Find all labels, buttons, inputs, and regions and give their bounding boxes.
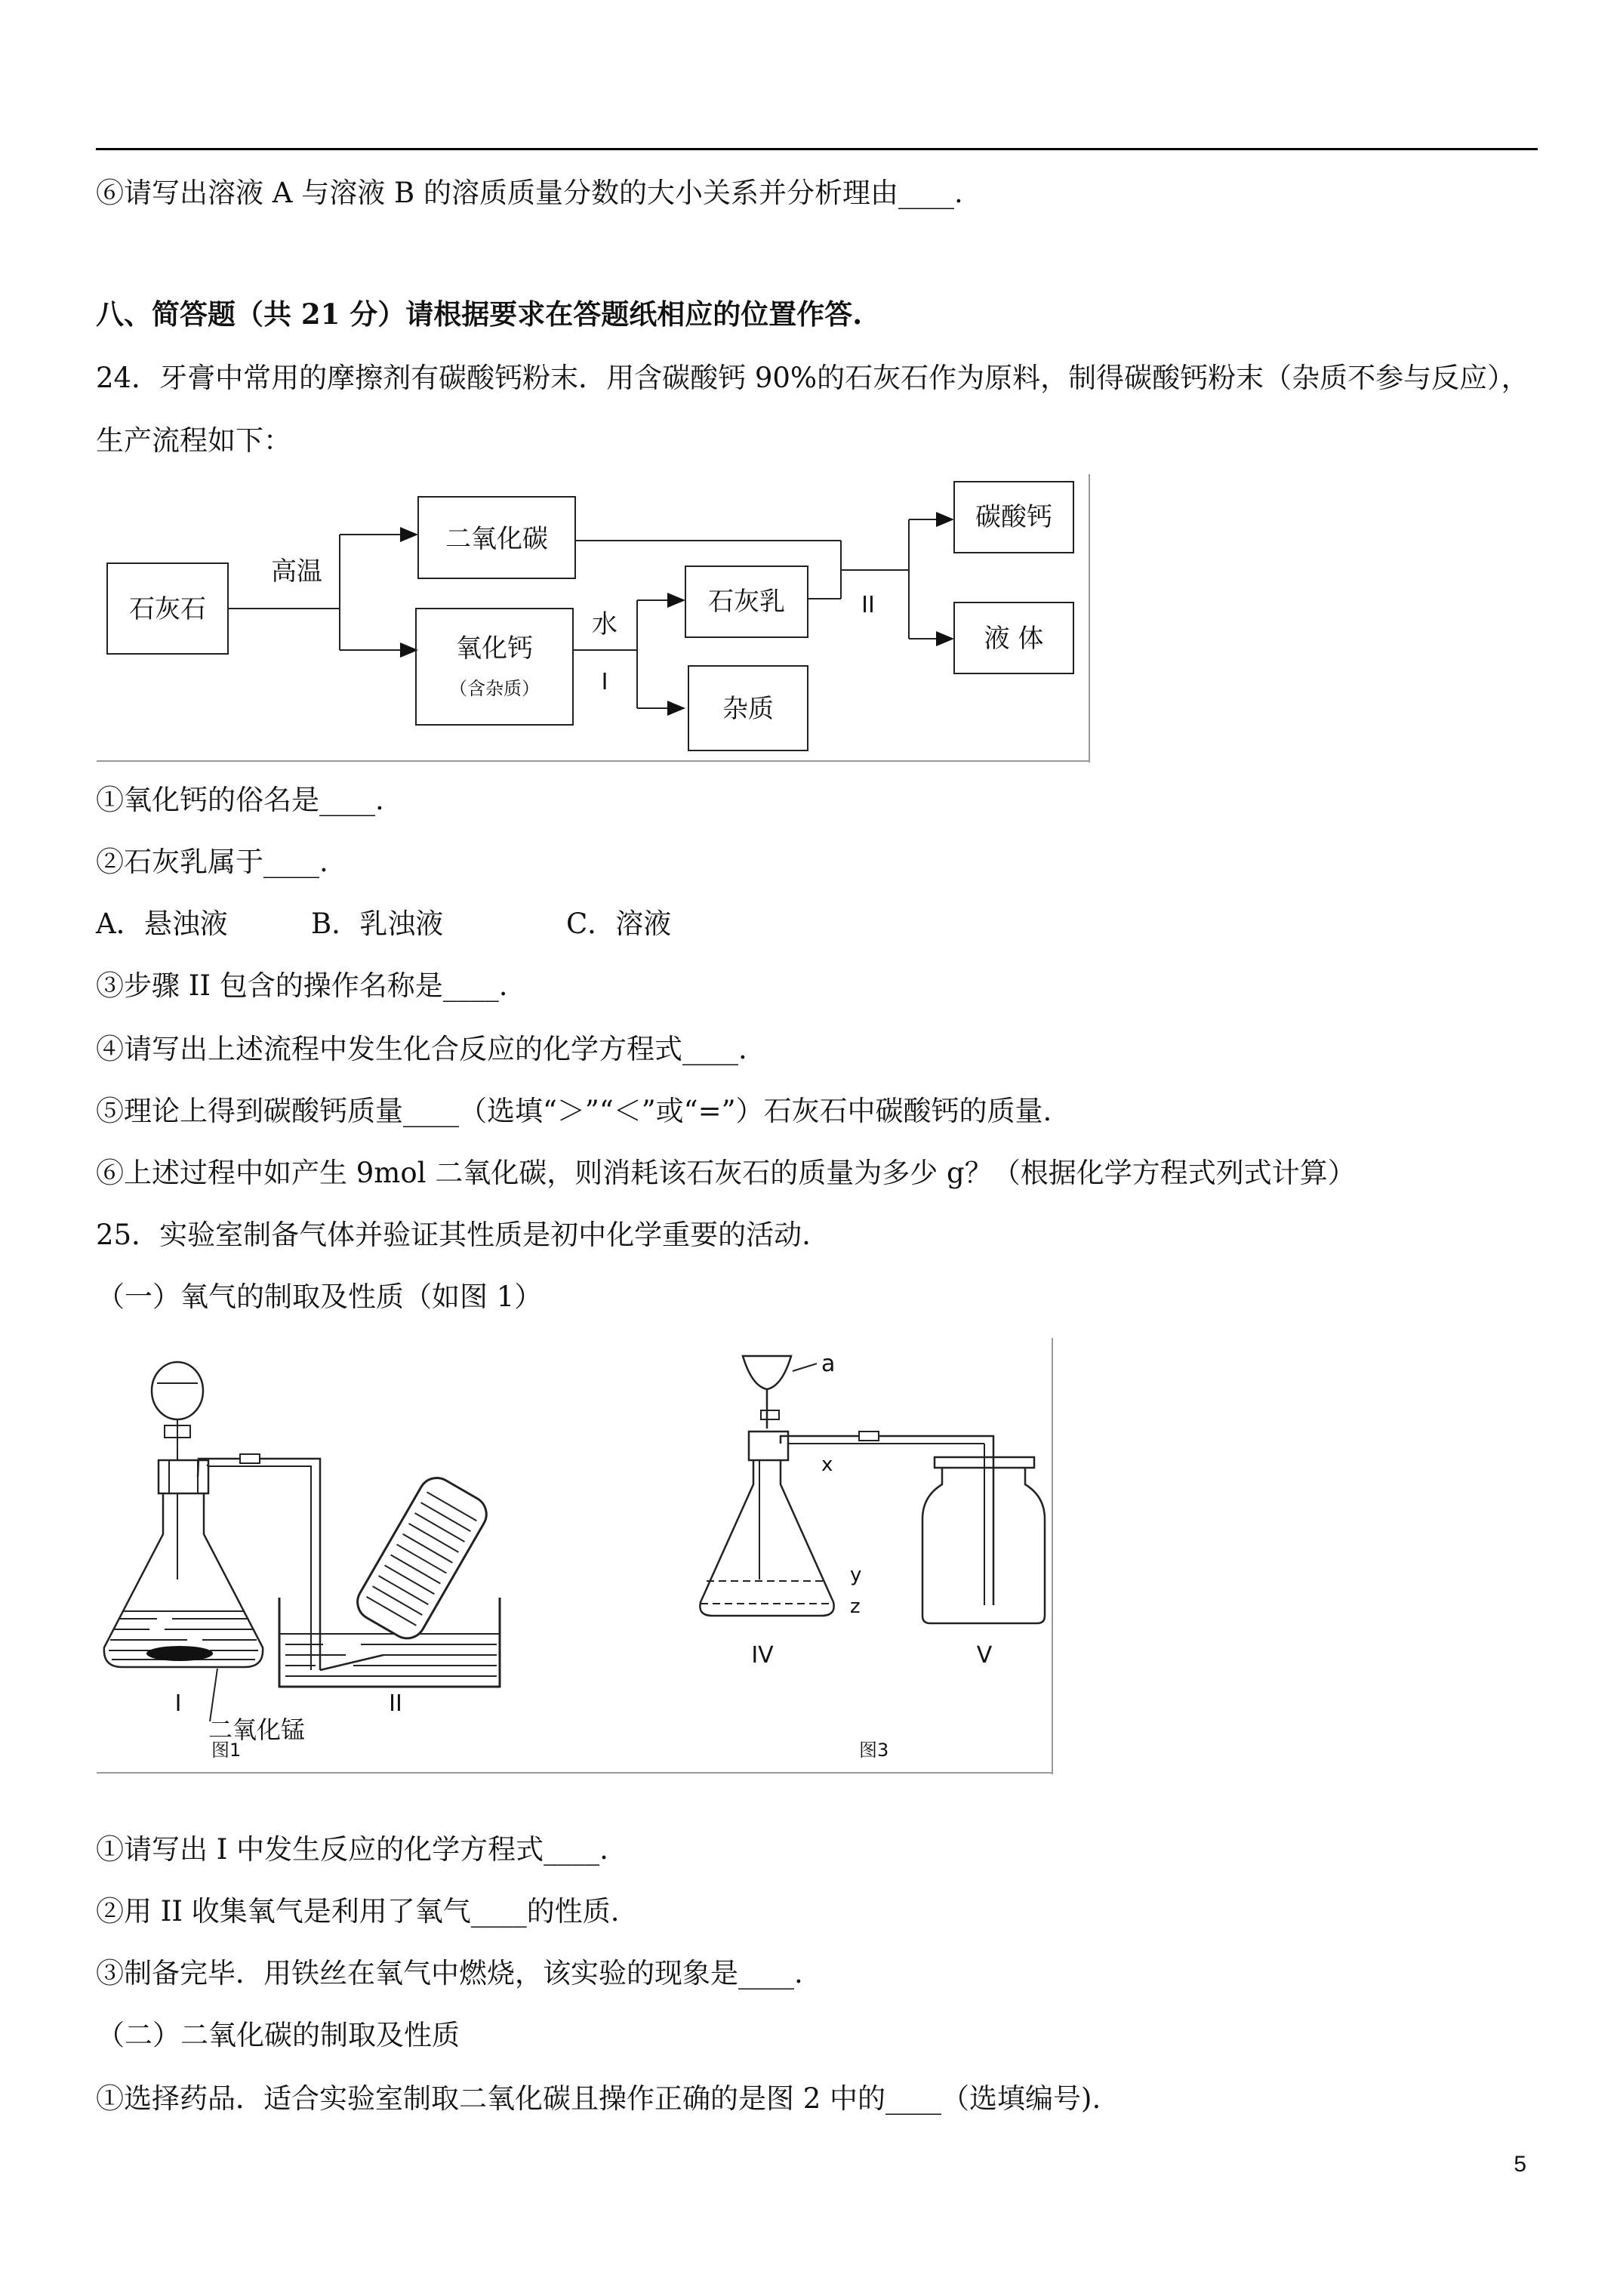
q24-item3: ③步骤 II 包含的操作名称是____. <box>96 969 508 1002</box>
q25-item3: ③制备完毕．用铁丝在氧气中燃烧，该实验的现象是____. <box>96 1957 803 1989</box>
fig1-caption: 图1 <box>211 1740 242 1761</box>
q25-part1-heading: （一）氧气的制取及性质（如图 1） <box>97 1281 543 1313</box>
label-IV: IV <box>751 1642 774 1669</box>
label-V: V <box>976 1642 993 1669</box>
water-label: 水 <box>592 609 617 639</box>
q25-item2: ②用 II 收集氧气是利用了氧气____的性质. <box>96 1895 620 1928</box>
label-II: II <box>389 1690 402 1717</box>
q24-option-a: A．悬浊液 <box>96 908 228 940</box>
mno2-label: 二氧化锰 <box>208 1715 306 1744</box>
lime-milk-label: 石灰乳 <box>708 587 785 617</box>
flask-I <box>104 1362 320 1670</box>
q25-part2-heading: （二）二氧化碳的制取及性质 <box>97 2019 460 2051</box>
q24-intro-line1: 24．牙膏中常用的摩擦剂有碳酸钙粉末．用含碳酸钙 90%的石灰石作为原料，制得碳酸钙粉末（杂质不参与反应）， <box>96 362 1529 394</box>
q24-item2: ②石灰乳属于____. <box>96 846 328 878</box>
liquid-label: 液 体 <box>984 624 1044 654</box>
label-y: y <box>850 1564 862 1586</box>
q24-item5: ⑤理论上得到碳酸钙质量____（选填“＞”“＜”或“=”）石灰石中碳酸钙的质量. <box>96 1095 1052 1127</box>
q23-item6: ⑥请写出溶液 A 与溶液 B 的溶质质量分数的大小关系并分析理由____. <box>96 177 963 209</box>
q25-intro: 25．实验室制备气体并验证其性质是初中化学重要的活动. <box>96 1219 811 1251</box>
step2-label: II <box>861 592 875 618</box>
label-z: z <box>850 1595 861 1618</box>
label-I: I <box>174 1690 182 1717</box>
step1-label: I <box>601 669 608 695</box>
cao-note: （含杂质） <box>449 678 540 699</box>
high-temp-label: 高温 <box>271 556 322 587</box>
trough-II <box>279 1472 500 1687</box>
q25-item1: ①请写出 I 中发生反应的化学方程式____. <box>96 1833 608 1866</box>
page-number: 5 <box>1514 2152 1526 2177</box>
top-rule <box>96 148 1538 150</box>
q24-item6: ⑥上述过程中如产生 9mol 二氧化碳，则消耗该石灰石的质量为多少 g？（根据化学方程式列式计算） <box>96 1157 1356 1189</box>
label-x: x <box>821 1453 833 1476</box>
flask-IV <box>700 1356 993 1616</box>
caco3-label: 碳酸钙 <box>975 502 1052 532</box>
production-flow-chart <box>97 474 1093 766</box>
limestone-label: 石灰石 <box>129 594 206 624</box>
cao-box <box>416 609 573 725</box>
impurity-label: 杂质 <box>722 694 774 724</box>
co2-label: 二氧化碳 <box>445 524 548 554</box>
q24-option-c: C．溶液 <box>566 908 672 940</box>
section8-heading: 八、简答题（共 21 分）请根据要求在答题纸相应的位置作答. <box>96 297 863 331</box>
q24-option-b: B．乳浊液 <box>311 908 444 940</box>
label-a: a <box>821 1351 836 1377</box>
fig3-caption: 图3 <box>859 1740 889 1761</box>
q24-item1: ①氧化钙的俗名是____. <box>96 784 384 816</box>
q24-item4: ④请写出上述流程中发生化合反应的化学方程式____. <box>96 1033 747 1065</box>
q24-intro-line2: 生产流程如下： <box>96 424 291 457</box>
apparatus-figure <box>97 1338 1055 1779</box>
q25-item4: ①选择药品．适合实验室制取二氧化碳且操作正确的是图 2 中的____（选填编号). <box>96 2082 1101 2115</box>
cao-label: 氧化钙 <box>456 633 533 664</box>
